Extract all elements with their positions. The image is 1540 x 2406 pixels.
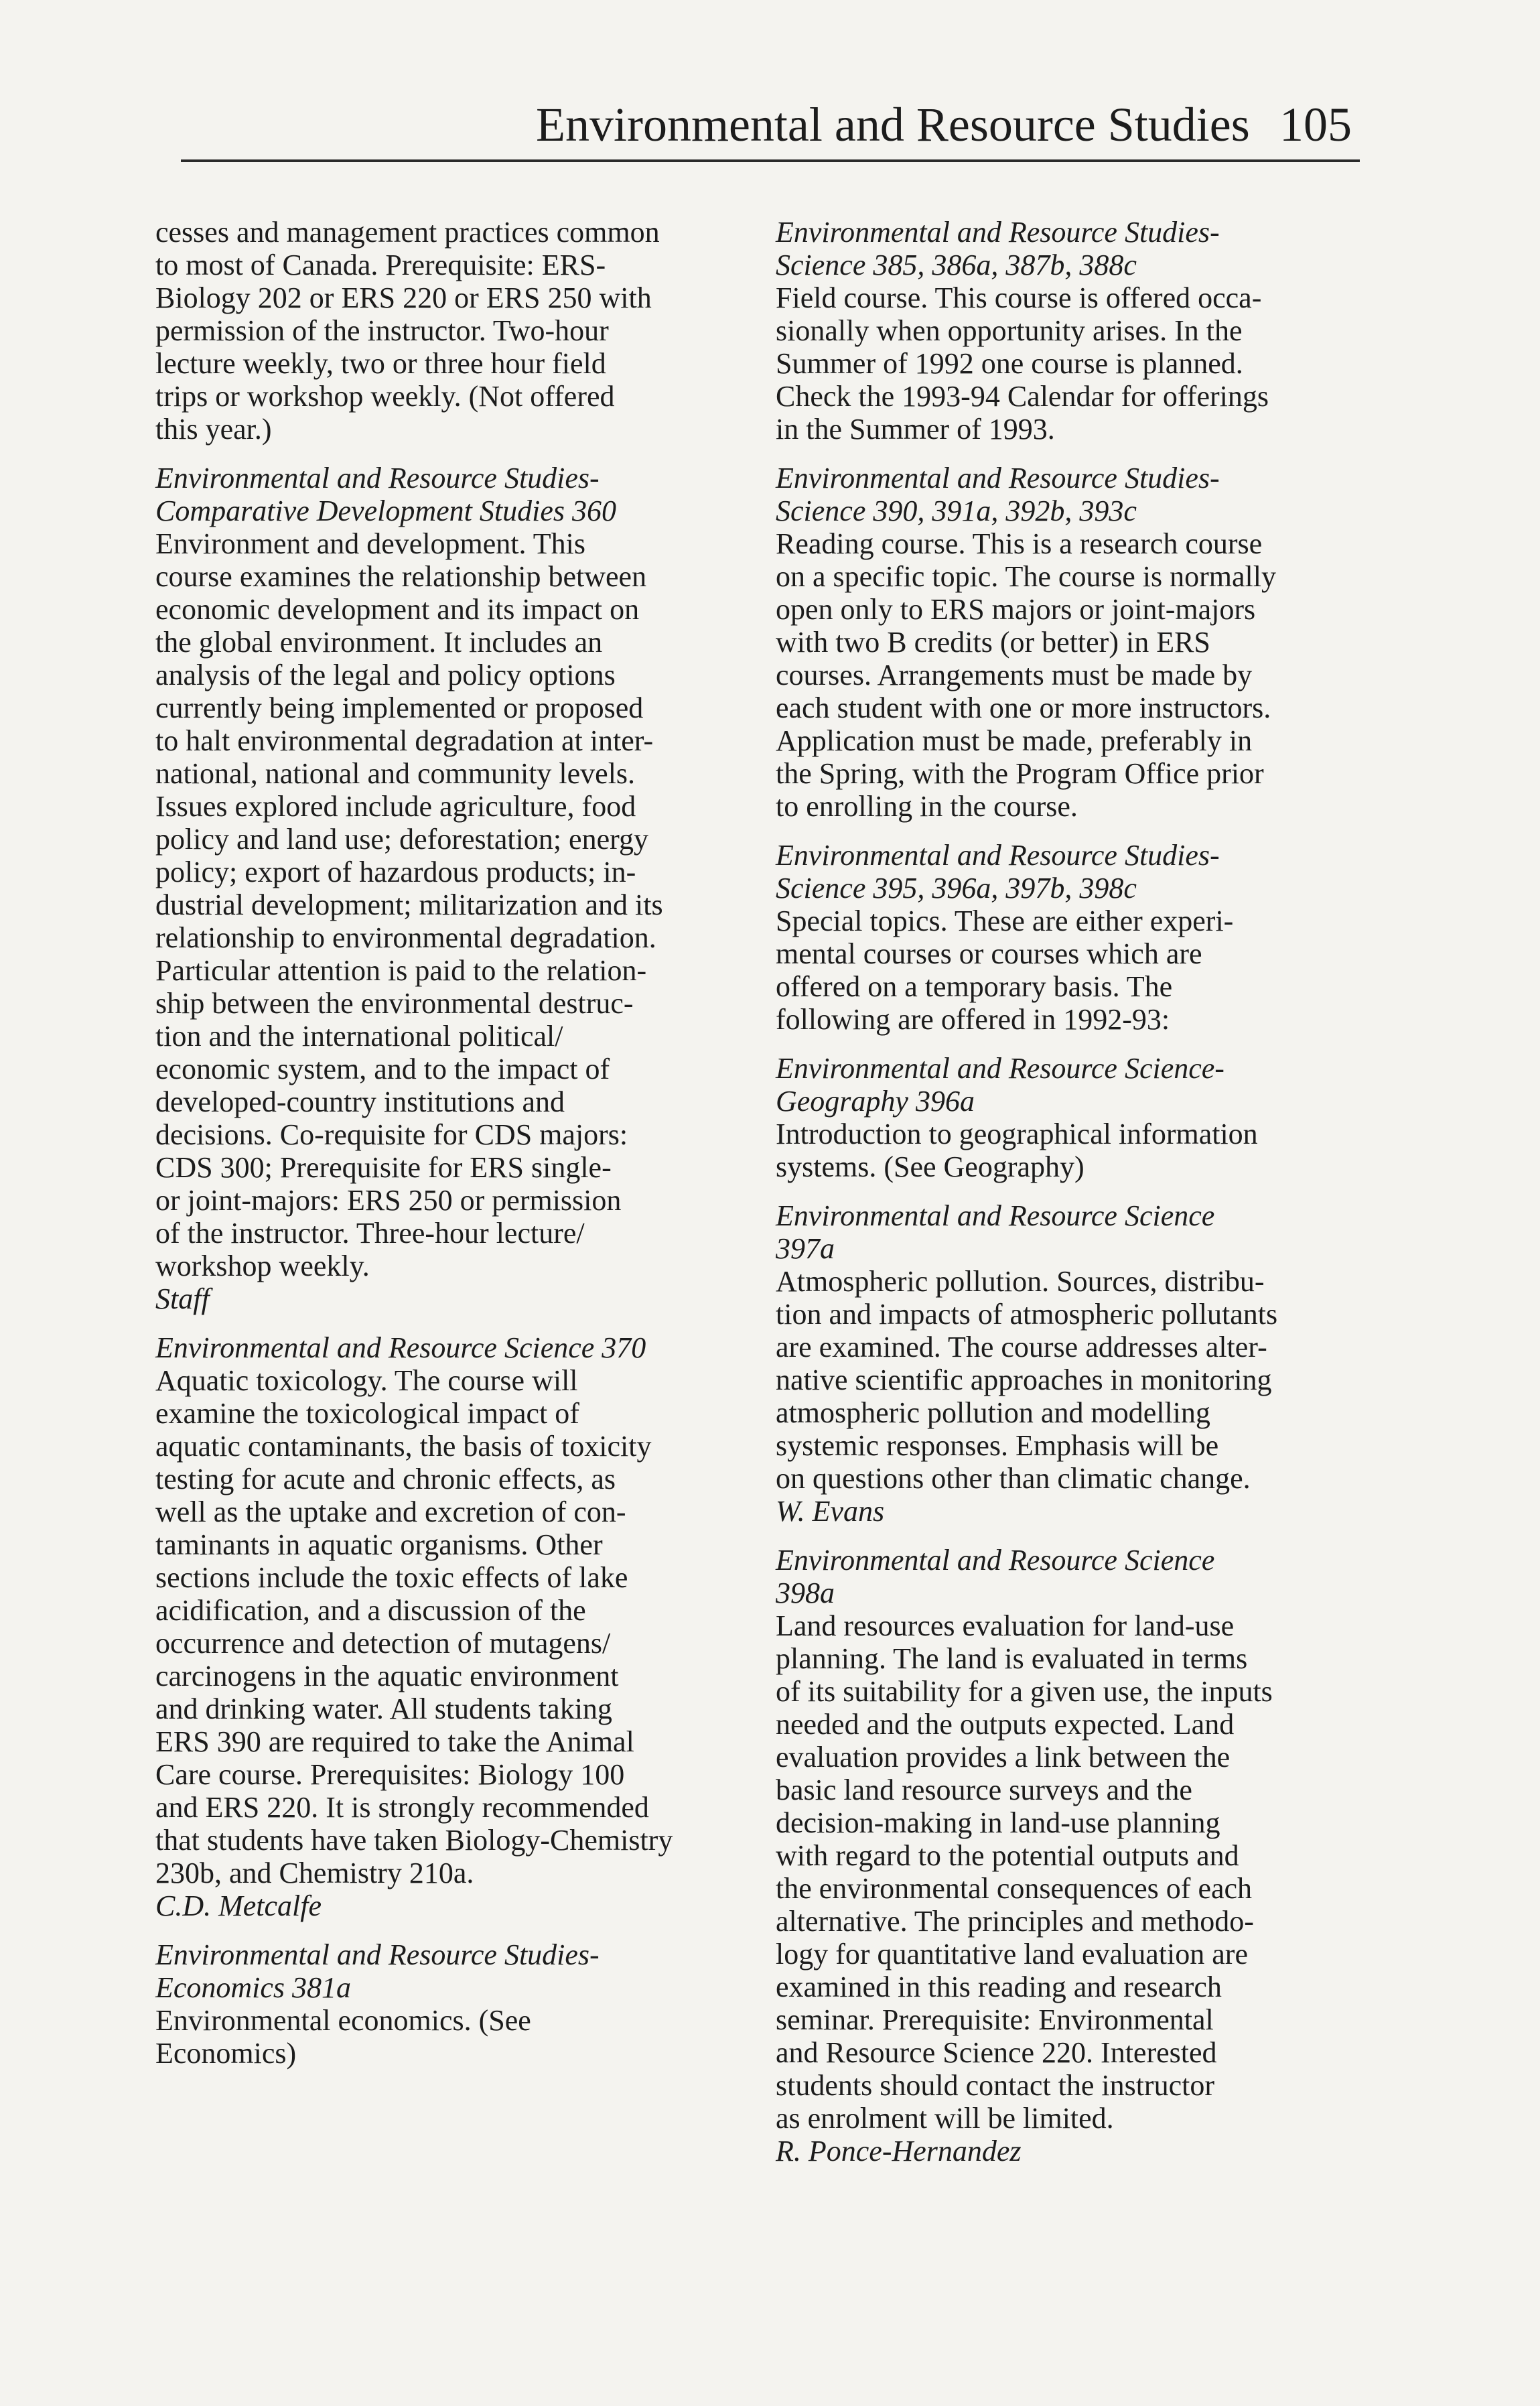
text-line: the global environment. It includes an [155,626,603,659]
text-line: developed-country institutions and [155,1085,565,1118]
text-line: Reading course. This is a research course [776,527,1263,560]
course-heading: Science 390, 391a, 392b, 393c [776,494,1137,527]
text-line: offered on a temporary basis. The [776,970,1173,1003]
text-line: systems. (See Geography) [776,1150,1084,1183]
course-heading: Environmental and Resource Studies- [776,839,1220,872]
running-header-title: Environmental and Resource Studies [536,98,1250,151]
text-line: as enrolment will be limited. [776,2102,1114,2135]
course-heading: Environmental and Resource Studies- [776,216,1220,249]
text-line: policy; export of hazardous products; in- [155,856,636,888]
instructor-name: Staff [155,1282,210,1315]
text-line: Atmospheric pollution. Sources, distribu- [776,1265,1265,1298]
text-line: Field course. This course is offered occa- [776,281,1262,314]
text-line: the Spring, with the Program Office prior [776,757,1264,790]
text-line: on questions other than climatic change. [776,1462,1251,1495]
text-line: open only to ERS majors or joint-majors [776,593,1256,626]
text-line: Particular attention is paid to the relation- [155,954,647,987]
course-entry-geog-396a [776,1052,1365,1183]
text-line: CDS 300; Prerequisite for ERS single- [155,1151,612,1184]
text-line: mental courses or courses which are [776,937,1202,970]
course-entry-sci-395 [776,839,1365,1036]
course-heading: Environmental and Resource Science- [776,1052,1224,1085]
course-heading: Environmental and Resource Science [776,1199,1215,1232]
text-line: with two B credits (or better) in ERS [776,626,1210,659]
course-heading: Comparative Development Studies 360 [155,494,616,527]
text-line: well as the uptake and excretion of con- [155,1495,626,1528]
text-line: alternative. The principles and methodo- [776,1905,1254,1938]
text-line: occurrence and detection of mutagens/ [155,1627,611,1660]
course-entry-ers-370 [155,1331,745,1922]
course-heading: Environmental and Resource Science 370 [155,1331,646,1364]
text-line: examine the toxicological impact of [155,1397,579,1430]
text-line: each student with one or more instructors. [776,691,1271,724]
course-heading: Environmental and Resource Studies- [776,462,1220,494]
text-line: Care course. Prerequisites: Biology 100 [155,1758,625,1791]
course-entry-sci-385 [776,216,1365,446]
text-line: carcinogens in the aquatic environment [155,1660,619,1692]
text-line: needed and the outputs expected. Land [776,1708,1235,1741]
course-heading: Environmental and Resource Studies- [155,462,600,494]
text-line: courses. Arrangements must be made by [776,659,1253,691]
text-line: Aquatic toxicology. The course will [155,1364,578,1397]
text-line: or joint-majors: ERS 250 or permission [155,1184,622,1217]
text-line: with regard to the potential outputs and [776,1839,1239,1872]
course-heading: Science 395, 396a, 397b, 398c [776,872,1137,905]
text-line: this year.) [155,413,272,446]
text-line: lecture weekly, two or three hour field [155,347,606,380]
text-line: basic land resource surveys and the [776,1774,1192,1806]
text-line: ERS 390 are required to take the Animal [155,1725,634,1758]
text-line: to most of Canada. Prerequisite: ERS- [155,249,606,281]
text-line: examined in this reading and research [776,1970,1222,2003]
text-line: taminants in aquatic organisms. Other [155,1528,603,1561]
text-line: analysis of the legal and policy options [155,659,616,691]
text-line: Economics) [155,2037,297,2070]
course-entry-econ-381a [155,1938,745,2070]
text-line: Environmental economics. (See [155,2004,531,2037]
text-line: workshop weekly. [155,1250,370,1282]
text-line: Application must be made, preferably in [776,724,1253,757]
course-heading: Environmental and Resource Studies- [155,1938,600,1971]
right-column [776,216,1365,2184]
text-line: permission of the instructor. Two-hour [155,314,609,347]
text-line: and ERS 220. It is strongly recommended [155,1791,649,1824]
course-heading: Economics 381a [155,1971,352,2004]
page-number: 105 [1279,98,1352,151]
text-line: Issues explored include agriculture, food [155,790,636,823]
text-line: the environmental consequences of each [776,1872,1253,1905]
text-line: to enrolling in the course. [776,790,1078,823]
course-heading: 398a [776,1577,835,1609]
text-line: Special topics. These are either experi- [776,905,1234,937]
text-line: trips or workshop weekly. (Not offered [155,380,615,413]
course-entry-cds-360 [155,462,745,1315]
text-line: are examined. The course addresses alter- [776,1331,1267,1363]
course-heading: Environmental and Resource Science [776,1544,1215,1577]
course-heading: Geography 396a [776,1085,975,1118]
course-heading: Science 385, 386a, 387b, 388c [776,249,1137,281]
text-line: dustrial development; militarization and its [155,888,663,921]
text-line: national, national and community levels. [155,757,636,790]
text-line: tion and the international political/ [155,1020,563,1053]
text-line: economic development and its impact on [155,593,640,626]
course-entry-ers-397a [776,1199,1365,1528]
text-line: aquatic contaminants, the basis of toxicity [155,1430,652,1463]
text-line: economic system, and to the impact of [155,1053,610,1085]
text-line: on a specific topic. The course is normally [776,560,1276,593]
text-line: in the Summer of 1993. [776,413,1055,446]
text-line: sionally when opportunity arises. In the [776,314,1243,347]
text-line: seminar. Prerequisite: Environmental [776,2003,1214,2036]
text-line: testing for acute and chronic effects, as [155,1463,616,1495]
text-line: atmospheric pollution and modelling [776,1396,1210,1429]
text-line: and drinking water. All students taking [155,1692,612,1725]
course-entry-sci-390 [776,462,1365,823]
text-line: 230b, and Chemistry 210a. [155,1857,474,1889]
text-line: and Resource Science 220. Interested [776,2036,1217,2069]
text-line: decisions. Co-requisite for CDS majors: [155,1118,628,1151]
text-line: Summer of 1992 one course is planned. [776,347,1243,380]
text-line: ship between the environmental destruc- [155,987,634,1020]
text-line: Land resources evaluation for land-use [776,1609,1235,1642]
course-entry-continued [155,216,745,446]
text-line: Check the 1993-94 Calendar for offerings [776,380,1269,413]
text-line: Introduction to geographical information [776,1118,1258,1150]
text-line: systemic responses. Emphasis will be [776,1429,1219,1462]
left-column [155,216,745,2086]
text-line: that students have taken Biology-Chemistry [155,1824,673,1857]
text-line: cesses and management practices common [155,216,660,249]
instructor-name: C.D. Metcalfe [155,1889,322,1922]
text-line: policy and land use; deforestation; energy [155,823,648,856]
text-line: following are offered in 1992-93: [776,1003,1170,1036]
text-line: acidification, and a discussion of the [155,1594,586,1627]
text-line: sections include the toxic effects of lake [155,1561,628,1594]
course-entry-ers-398a [776,1544,1365,2167]
text-line: evaluation provides a link between the [776,1741,1231,1774]
text-line: decision-making in land-use planning [776,1806,1220,1839]
text-line: course examines the relationship between [155,560,647,593]
text-line: of the instructor. Three-hour lecture/ [155,1217,585,1250]
text-line: to halt environmental degradation at inter- [155,724,654,757]
instructor-name: W. Evans [776,1495,885,1528]
text-line: relationship to environmental degradation. [155,921,656,954]
text-line: of its suitability for a given use, the inputs [776,1675,1273,1708]
instructor-name: R. Ponce-Hernandez [776,2135,1022,2167]
text-line: logy for quantitative land evaluation are [776,1938,1248,1970]
text-line: students should contact the instructor [776,2069,1214,2102]
text-line: Biology 202 or ERS 220 or ERS 250 with [155,281,652,314]
text-line: Environment and development. This [155,527,585,560]
text-line: currently being implemented or proposed [155,691,644,724]
text-line: planning. The land is evaluated in terms [776,1642,1248,1675]
text-line: tion and impacts of atmospheric pollutants [776,1298,1278,1331]
header-rule [181,159,1360,162]
course-heading: 397a [776,1232,835,1265]
text-line: native scientific approaches in monitoring [776,1363,1272,1396]
